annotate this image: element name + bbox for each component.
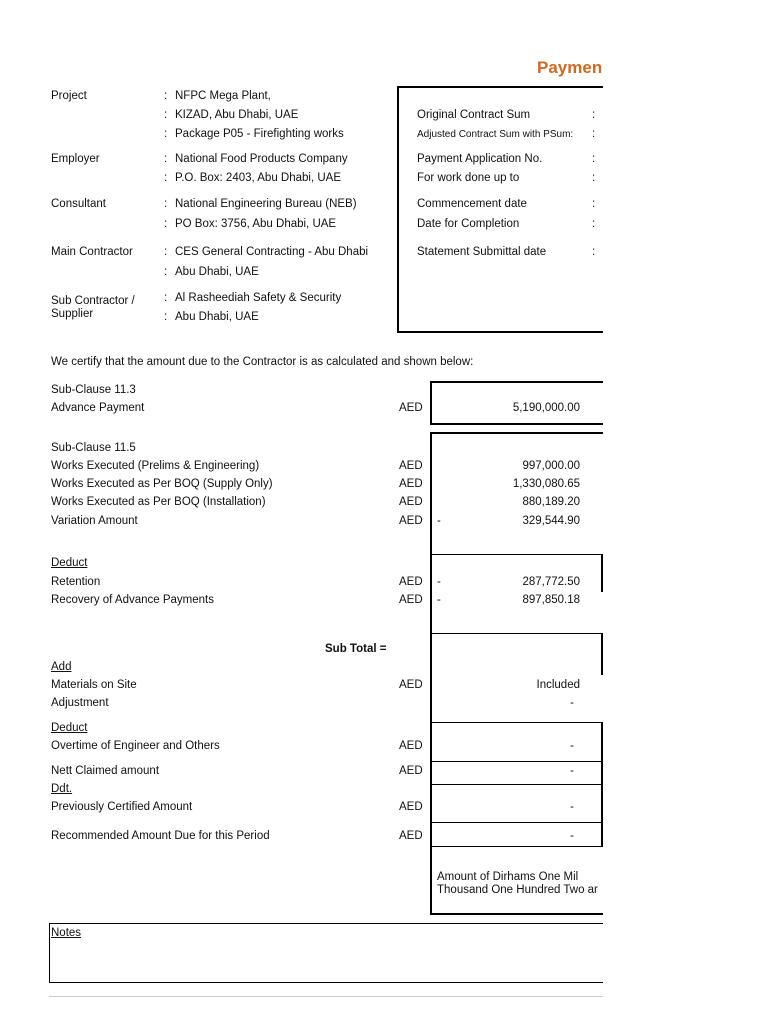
- previously-certified-label: Previously Certified Amount: [51, 801, 193, 813]
- ddt-heading: Ddt.: [51, 783, 73, 795]
- notes-label: Notes: [51, 927, 82, 939]
- currency-label: AED: [399, 679, 423, 691]
- currency-label: AED: [399, 402, 423, 414]
- colon: :: [164, 246, 168, 258]
- materials-on-site-label: Materials on Site: [51, 679, 137, 691]
- colon: :: [164, 266, 168, 278]
- colon: :: [592, 109, 596, 121]
- works-row-value: 997,000.00: [522, 460, 580, 472]
- currency-label: AED: [399, 740, 423, 752]
- works-row-label: Works Executed (Prelims & Engineering): [51, 460, 260, 472]
- deduct-heading: Deduct: [51, 557, 88, 569]
- advance-payment-label: Advance Payment: [51, 402, 145, 414]
- consultant-label: Consultant: [51, 198, 106, 210]
- colon: :: [592, 172, 596, 184]
- works-row-value: 880,189.20: [522, 496, 580, 508]
- colon: :: [592, 246, 596, 258]
- minus-sign: -: [437, 594, 441, 606]
- add-heading: Add: [51, 661, 72, 673]
- nett-claimed-value: -: [570, 765, 574, 777]
- recovery-label: Recovery of Advance Payments: [51, 594, 214, 606]
- adjusted-contract-sum-label: Adjusted Contract Sum with PSum:: [417, 129, 574, 140]
- adjustment-label: Adjustment: [51, 697, 109, 709]
- recovery-value: 897,850.18: [522, 594, 580, 606]
- colon: :: [164, 172, 168, 184]
- colon: :: [592, 198, 596, 210]
- minus-sign: -: [437, 576, 441, 588]
- recommended-amount-label: Recommended Amount Due for this Period: [51, 830, 270, 842]
- project-line-1: NFPC Mega Plant,: [175, 90, 271, 102]
- consultant-line-1: National Engineering Bureau (NEB): [175, 198, 357, 210]
- main-contractor-line-1: CES General Contracting - Abu Dhabi: [175, 246, 369, 258]
- overtime-value: -: [570, 740, 574, 752]
- colon: :: [164, 198, 168, 210]
- adjustment-value: -: [570, 697, 574, 709]
- currency-label: AED: [399, 460, 423, 472]
- employer-label: Employer: [51, 153, 100, 165]
- commencement-date-label: Commencement date: [417, 198, 527, 210]
- sub-contractor-line-1: Al Rasheediah Safety & Security: [175, 292, 342, 304]
- project-line-2: KIZAD, Abu Dhabi, UAE: [175, 109, 299, 121]
- overtime-label: Overtime of Engineer and Others: [51, 740, 220, 752]
- page-bottom-rule: [49, 996, 603, 997]
- advance-payment-value: 5,190,000.00: [512, 402, 580, 414]
- currency-label: AED: [399, 830, 423, 842]
- materials-on-site-value: Included: [536, 679, 580, 691]
- deduct-heading-2: Deduct: [51, 722, 88, 734]
- original-contract-sum-label: Original Contract Sum: [417, 109, 531, 121]
- consultant-line-2: PO Box: 3756, Abu Dhabi, UAE: [175, 218, 337, 230]
- currency-label: AED: [399, 478, 423, 490]
- work-done-up-to-label: For work done up to: [417, 172, 520, 184]
- currency-label: AED: [399, 576, 423, 588]
- works-row-label: Variation Amount: [51, 515, 138, 527]
- employer-line-2: P.O. Box: 2403, Abu Dhabi, UAE: [175, 172, 342, 184]
- notes-box: [49, 923, 619, 983]
- nett-claimed-label: Nett Claimed amount: [51, 765, 160, 777]
- main-contractor-label: Main Contractor: [51, 246, 133, 258]
- sub-contractor-label-2: Supplier: [51, 308, 94, 320]
- sub-clause-11-5: Sub-Clause 11.5: [51, 442, 136, 454]
- previously-certified-value: -: [570, 801, 574, 813]
- sub-total-label: Sub Total =: [325, 643, 387, 655]
- divider-line: [430, 722, 617, 723]
- sub-clause-11-3: Sub-Clause 11.3: [51, 384, 136, 396]
- colon: :: [592, 153, 596, 165]
- divider-line: [430, 554, 617, 555]
- colon: :: [164, 128, 168, 140]
- colon: :: [164, 311, 168, 323]
- sub-contractor-line-2: Abu Dhabi, UAE: [175, 311, 259, 323]
- amount-in-words: [437, 871, 603, 897]
- amount-words-line-1: Amount of Dirhams One Mil: [437, 871, 579, 883]
- divider-line: [430, 784, 617, 785]
- completion-date-label: Date for Completion: [417, 218, 520, 230]
- currency-label: AED: [399, 765, 423, 777]
- currency-label: AED: [399, 801, 423, 813]
- certify-statement: We certify that the amount due to the Contractor is as calculated and shown below:: [51, 356, 474, 368]
- currency-label: AED: [399, 594, 423, 606]
- employer-line-1: National Food Products Company: [175, 153, 348, 165]
- works-row-label: Works Executed as Per BOQ (Supply Only): [51, 478, 273, 490]
- colon: :: [164, 153, 168, 165]
- colon: :: [164, 109, 168, 121]
- currency-label: AED: [399, 496, 423, 508]
- works-row-value: 329,544.90: [522, 515, 580, 527]
- retention-value: 287,772.50: [522, 576, 580, 588]
- works-row-label: Works Executed as Per BOQ (Installation): [51, 496, 266, 508]
- minus-sign: -: [437, 515, 441, 527]
- project-line-3: Package P05 - Firefighting works: [175, 128, 344, 140]
- colon: :: [164, 218, 168, 230]
- divider-line: [430, 846, 617, 847]
- works-row-value: 1,330,080.65: [512, 478, 580, 490]
- sub-contractor-label: Sub Contractor /: [51, 295, 135, 307]
- colon: :: [164, 90, 168, 102]
- colon: :: [592, 218, 596, 230]
- recommended-amount-value: -: [570, 830, 574, 842]
- currency-label: AED: [399, 515, 423, 527]
- colon: :: [164, 292, 168, 304]
- document-title: Paymen: [537, 58, 603, 77]
- project-label: Project: [51, 90, 87, 102]
- divider-line: [430, 761, 617, 762]
- page-crop-edge: [603, 0, 768, 1024]
- payment-application-no-label: Payment Application No.: [417, 153, 543, 165]
- main-contractor-line-2: Abu Dhabi, UAE: [175, 266, 259, 278]
- divider-line: [430, 822, 617, 823]
- divider-line: [430, 633, 617, 634]
- retention-label: Retention: [51, 576, 101, 588]
- amount-words-line-2: Thousand One Hundred Two ar: [437, 884, 598, 896]
- statement-submittal-date-label: Statement Submittal date: [417, 246, 547, 258]
- colon: :: [592, 128, 596, 140]
